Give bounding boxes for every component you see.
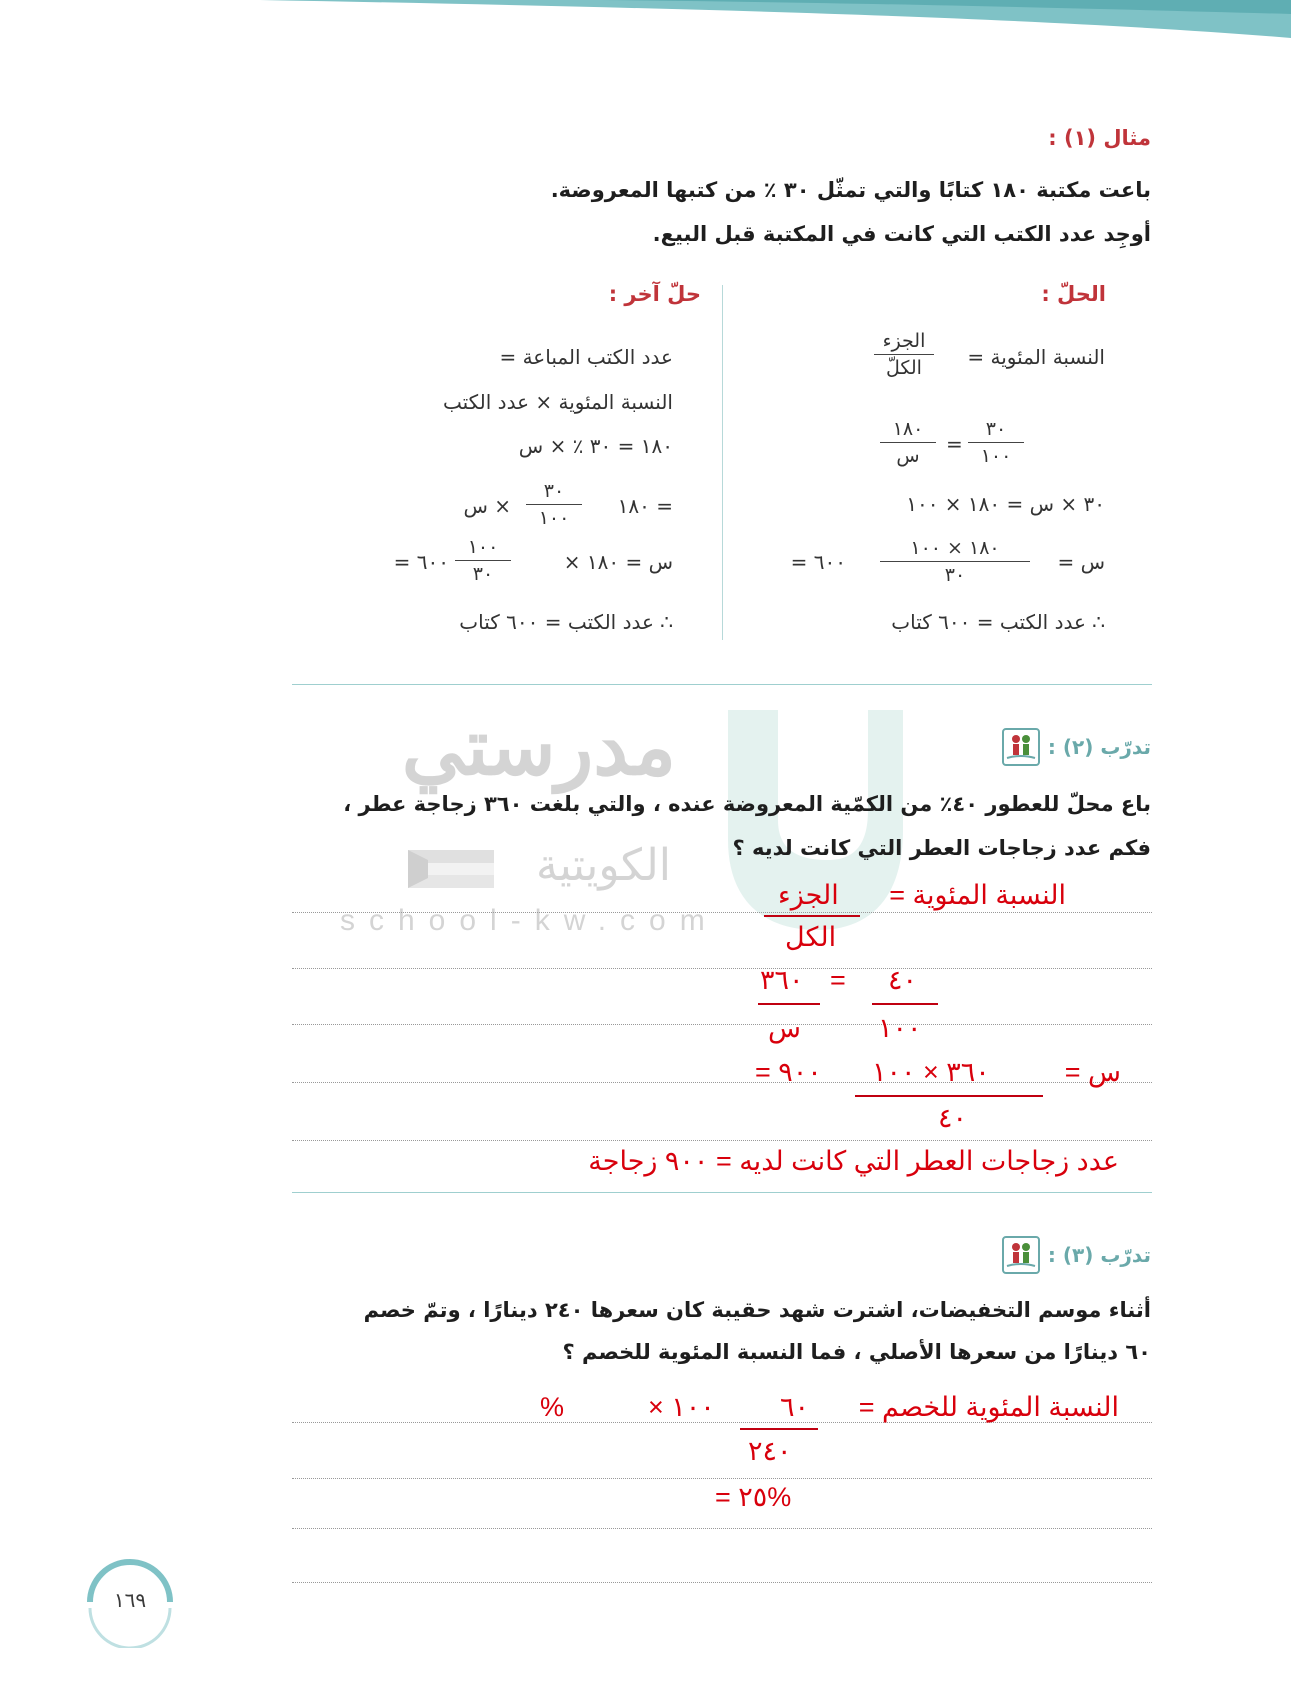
answer-2-f3-num: ٣٦٠ × ١٠٠ xyxy=(872,1057,990,1087)
answer-line xyxy=(292,1024,1152,1025)
alt-line-2: النسبة المئوية × عدد الكتب xyxy=(442,390,673,414)
training-2-line-1: باع محلّ للعطور ٤٠٪ من الكمّية المعروضة عنده ، والتي بلغت ٣٦٠ زجاجة عطر ، xyxy=(343,792,1151,816)
answer-2-s-eq: س = xyxy=(1064,1057,1121,1087)
answer-2-fraction-bar xyxy=(764,915,860,917)
answer-line xyxy=(292,912,1152,913)
alt-solution-title: حلّ آخر : xyxy=(608,282,701,306)
watermark-flag xyxy=(408,850,494,888)
answer-2-bar-left xyxy=(758,1003,820,1005)
training-3-title: تدرّب (٣) : xyxy=(1047,1243,1151,1267)
alt-line-4-fraction xyxy=(526,480,582,529)
fraction-numerator: ١٠٠ xyxy=(455,536,511,561)
answer-line xyxy=(292,1478,1152,1479)
example-line-1: باعت مكتبة ١٨٠ كتابًا والتي تمثّل ٣٠ ٪ من كتبها المعروضة. xyxy=(550,178,1151,202)
students-book-icon xyxy=(1002,728,1040,766)
answer-2-f3-bar xyxy=(855,1095,1043,1097)
part-text: الجزء xyxy=(874,330,934,355)
alt-line-5-left: س = ١٨٠ × xyxy=(563,550,673,574)
training-2-line-2: فكم عدد زجاجات العطر التي كانت لديه ؟ xyxy=(732,836,1151,860)
page-number-badge xyxy=(82,1552,178,1648)
answer-2-f2-den: ١٠٠ xyxy=(878,1013,922,1043)
answer-2-final: عدد زجاجات العطر التي كانت لديه = ٩٠٠ زجاجة xyxy=(588,1146,1119,1176)
part-whole-fraction xyxy=(874,330,934,379)
percent-formula-label: النسبة المئوية = xyxy=(967,345,1105,369)
answer-3-times: × ١٠٠ xyxy=(648,1392,715,1422)
section-divider-1 xyxy=(292,684,1152,685)
training-3-line-2: ٦٠ دينارًا من سعرها الأصلي ، فما النسبة المئوية للخصم ؟ xyxy=(562,1340,1151,1364)
answer-3-percent: % xyxy=(540,1392,565,1422)
watermark-url: school-kw.com xyxy=(340,904,719,937)
answer-2-f-num: ٣٦٠ xyxy=(760,965,804,995)
alt-line-1: عدد الكتب المباعة = xyxy=(499,345,673,369)
fraction-denominator: ٣٠ xyxy=(944,564,966,586)
solve-fraction xyxy=(880,537,1030,586)
proportion-fraction-right xyxy=(968,418,1024,467)
watermark-logo xyxy=(718,700,913,960)
alt-line-5-right: = ٦٠٠ xyxy=(393,550,449,574)
fraction-denominator: ١٠٠ xyxy=(538,507,570,529)
solve-result: = ٦٠٠ xyxy=(790,550,846,574)
solution-title: الحلّ : xyxy=(1041,282,1106,306)
example-title: مثال (١) : xyxy=(1048,126,1151,150)
answer-3-result: = ٢٥% xyxy=(715,1482,792,1512)
training-2-header xyxy=(1002,728,1151,766)
answer-2-f-den: س xyxy=(768,1013,801,1043)
page-number: ١٦٩ xyxy=(113,1588,147,1612)
fraction-numerator: ٣٠ xyxy=(968,418,1024,443)
proportion-fraction-left xyxy=(880,418,936,467)
solve-s-label: س = xyxy=(1057,550,1105,574)
answer-2-bar-right xyxy=(872,1003,938,1005)
answer-3-label: النسبة المئوية للخصم = xyxy=(858,1392,1119,1422)
section-divider-2 xyxy=(292,1192,1152,1193)
whole-text: الكلّ xyxy=(886,357,922,379)
column-divider xyxy=(722,285,723,640)
answer-2-formula-label: النسبة المئوية = xyxy=(889,880,1066,910)
answer-2-f3-den: ٤٠ xyxy=(938,1103,968,1133)
proportion-equals: = xyxy=(946,432,963,456)
answer-2-eq: = xyxy=(830,965,846,995)
fraction-denominator: ١٠٠ xyxy=(980,445,1012,467)
answer-line xyxy=(292,1082,1152,1083)
answer-3-bar xyxy=(740,1428,818,1430)
fraction-denominator: س xyxy=(896,445,920,467)
fraction-numerator: ١٨٠ xyxy=(880,418,936,443)
answer-2-whole: الكل xyxy=(785,922,837,952)
fraction-numerator: ٣٠ xyxy=(526,480,582,505)
cross-multiply-line: ٣٠ × س = ١٨٠ × ١٠٠ xyxy=(906,492,1105,516)
answer-line xyxy=(292,1528,1152,1529)
answer-line xyxy=(292,1582,1152,1583)
alt-line-3: ١٨٠ = ٣٠ ٪ × س xyxy=(518,434,673,458)
answer-3-den: ٢٤٠ xyxy=(748,1436,792,1466)
alt-line-4-right: × س xyxy=(463,494,511,518)
top-banner xyxy=(0,0,1291,60)
watermark-sub: الكويتية xyxy=(535,841,671,890)
training-2-title: تدرّب (٢) : xyxy=(1047,735,1151,759)
answer-2-f3-result: = ٩٠٠ xyxy=(755,1057,822,1087)
answer-line xyxy=(292,968,1152,969)
alt-line-4-left: ١٨٠ = xyxy=(617,494,673,518)
fraction-denominator: ٣٠ xyxy=(472,563,494,585)
fraction-numerator: ١٨٠ × ١٠٠ xyxy=(880,537,1030,562)
students-book-icon xyxy=(1002,1236,1040,1274)
answer-3-num: ٦٠ xyxy=(780,1392,810,1422)
alt-conclusion: ∴ عدد الكتب = ٦٠٠ كتاب xyxy=(459,610,673,634)
training-3-line-1: أثناء موسم التخفيضات، اشترت شهد حقيبة كان سعرها ٢٤٠ دينارًا ، وتمّ خصم xyxy=(363,1298,1151,1322)
answer-line xyxy=(292,1140,1152,1141)
alt-line-5-fraction xyxy=(455,536,511,585)
training-3-header xyxy=(1002,1236,1151,1274)
example-line-2: أوجِد عدد الكتب التي كانت في المكتبة قبل البيع. xyxy=(652,222,1151,246)
solution-conclusion: ∴ عدد الكتب = ٦٠٠ كتاب xyxy=(891,610,1105,634)
watermark-brand: مدرستي xyxy=(401,703,676,791)
answer-2-part: الجزء xyxy=(778,880,839,910)
answer-2-f2-num: ٤٠ xyxy=(888,965,918,995)
